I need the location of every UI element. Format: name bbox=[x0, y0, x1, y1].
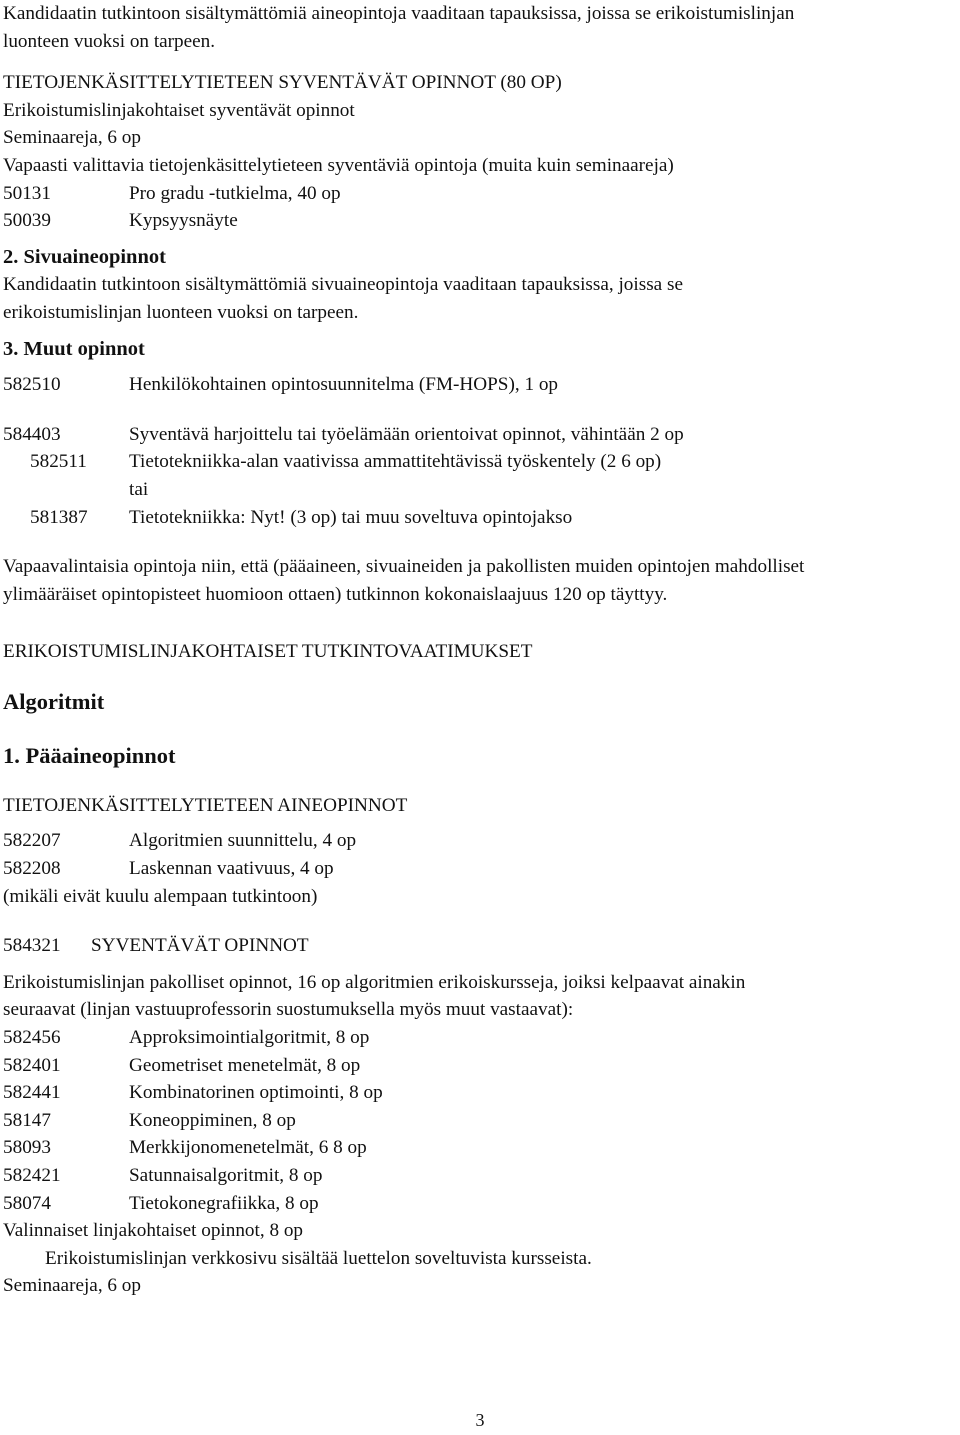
course-code: 58074 bbox=[3, 1192, 51, 1214]
text-line: ylimääräiset opintopisteet huomioon ottaen) tutkinnon kokonaislaajuus 120 op täyttyy. bbox=[3, 583, 668, 605]
course-code: 582421 bbox=[3, 1165, 61, 1186]
course-row bbox=[3, 1107, 943, 1135]
section-heading: TIETOJENKÄSITTELYTIETEEN SYVENTÄVÄT OPINNOT (80 OP) bbox=[3, 72, 562, 94]
course-code: 582441 bbox=[3, 1082, 61, 1104]
section-heading: TIETOJENKÄSITTELYTIETEEN AINEOPINNOT bbox=[3, 794, 408, 816]
course-name: Laskennan vaativuus, 4 op bbox=[129, 858, 334, 880]
text-line: Valinnaiset linjakohtaiset opinnot, 8 op bbox=[3, 1220, 304, 1242]
course-name: Tietokonegrafiikka, 8 op bbox=[129, 1192, 319, 1214]
course-row bbox=[3, 1079, 943, 1107]
course-row bbox=[3, 1134, 943, 1162]
course-name: Koneoppiminen, 8 op bbox=[129, 1109, 296, 1131]
text-line: erikoistumislinjan luonteen vuoksi on tarpeen. bbox=[3, 301, 359, 323]
intro-line: luonteen vuoksi on tarpeen. bbox=[3, 30, 216, 52]
course-row bbox=[3, 207, 943, 235]
text-line: Seminaareja, 6 op bbox=[3, 1275, 141, 1297]
course-code: 584403 bbox=[3, 423, 61, 445]
course-row bbox=[3, 1162, 943, 1190]
course-row bbox=[3, 448, 943, 476]
text-line: Vapaasti valittavia tietojenkäsittelytieteen syventäviä opintoja (muita kuin seminaareja) bbox=[3, 154, 674, 176]
course-code: 50131 bbox=[3, 182, 51, 204]
intro-line: Kandidaatin tutkintoon sisältymättömiä aineopintoja vaaditaan tapauksissa, joissa se erikoistumislinjan bbox=[3, 3, 795, 24]
section-heading: ERIKOISTUMISLINJAKOHTAISET TUTKINTOVAATIMUKSET bbox=[3, 641, 533, 663]
course-row bbox=[3, 180, 943, 208]
course-row bbox=[3, 932, 943, 960]
course-code: 50039 bbox=[3, 210, 51, 232]
course-code: 581387 bbox=[30, 506, 88, 528]
course-name: Syventävä harjoittelu tai työelämään orientoivat opinnot, vähintään 2 op bbox=[129, 423, 684, 445]
section-heading: 2. Sivuaineopinnot bbox=[3, 245, 166, 268]
text-line: seuraavat (linjan vastuuprofessorin suostumuksella myös muut vastaavat): bbox=[3, 999, 574, 1021]
text-line: Erikoistumislinjan pakolliset opinnot, 16 op algoritmien erikoiskursseja, joiksi kelpaavat ainakin bbox=[3, 971, 746, 993]
specialization-title: Algoritmit bbox=[3, 688, 105, 714]
document-page bbox=[3, 0, 943, 1300]
text-line: Kandidaatin tutkintoon sisältymättömiä sivuaineopintoja vaaditaan tapauksissa, joissa se bbox=[3, 274, 683, 296]
course-name: Kypsyysnäyte bbox=[129, 210, 238, 232]
text-line: Erikoistumislinjakohtaiset syventävät opinnot bbox=[3, 99, 355, 121]
course-code: 582511 bbox=[30, 451, 87, 473]
course-code: 582401 bbox=[3, 1054, 61, 1076]
text-line: Seminaareja, 6 op bbox=[3, 127, 141, 149]
text-line: Erikoistumislinjan verkkosivu sisältää luettelon soveltuvista kursseista. bbox=[45, 1247, 592, 1269]
course-row bbox=[3, 827, 943, 855]
course-row bbox=[3, 855, 943, 883]
course-name: Geometriset menetelmät, 8 op bbox=[129, 1054, 361, 1076]
section-heading: 1. Pääaineopinnot bbox=[3, 742, 176, 768]
course-name: Algoritmien suunnittelu, 4 op bbox=[129, 830, 357, 852]
course-row bbox=[3, 1190, 943, 1218]
text-line: (mikäli eivät kuulu alempaan tutkintoon) bbox=[3, 885, 318, 907]
course-code: 582510 bbox=[3, 374, 61, 396]
course-name: Satunnaisalgoritmit, 8 op bbox=[129, 1165, 323, 1186]
section-heading: SYVENTÄVÄT OPINNOT bbox=[91, 935, 309, 957]
or-row bbox=[3, 476, 943, 504]
section-heading: 3. Muut opinnot bbox=[3, 337, 145, 360]
course-code: 58147 bbox=[3, 1109, 51, 1131]
course-row bbox=[3, 371, 943, 399]
course-name: Henkilökohtainen opintosuunnitelma (FM-HOPS), 1 op bbox=[129, 374, 559, 396]
course-code: 58093 bbox=[3, 1137, 51, 1159]
course-code: 584321 bbox=[3, 935, 61, 957]
course-row bbox=[3, 1024, 943, 1052]
course-row bbox=[3, 1052, 943, 1080]
course-name: Tietotekniikka-alan vaativissa ammattitehtävissä työskentely (2 6 op) bbox=[129, 451, 662, 473]
course-row bbox=[3, 504, 943, 532]
or-label: tai bbox=[129, 478, 149, 500]
course-code: 582207 bbox=[3, 830, 61, 852]
course-name: Tietotekniikka: Nyt! (3 op) tai muu soveltuva opintojakso bbox=[129, 506, 573, 528]
course-name: Kombinatorinen optimointi, 8 op bbox=[129, 1082, 383, 1104]
course-name: Approksimointialgoritmit, 8 op bbox=[129, 1027, 370, 1049]
page-number: 3 bbox=[475, 1410, 485, 1430]
text-line: Vapaavalintaisia opintoja niin, että (pääaineen, sivuaineiden ja pakollisten muiden opintojen mahdolliset bbox=[3, 556, 805, 578]
course-row bbox=[3, 421, 943, 449]
course-name: Pro gradu -tutkielma, 40 op bbox=[129, 182, 341, 204]
course-code: 582456 bbox=[3, 1027, 61, 1049]
course-name: Merkkijonomenetelmät, 6 8 op bbox=[129, 1137, 367, 1159]
course-code: 582208 bbox=[3, 858, 61, 880]
